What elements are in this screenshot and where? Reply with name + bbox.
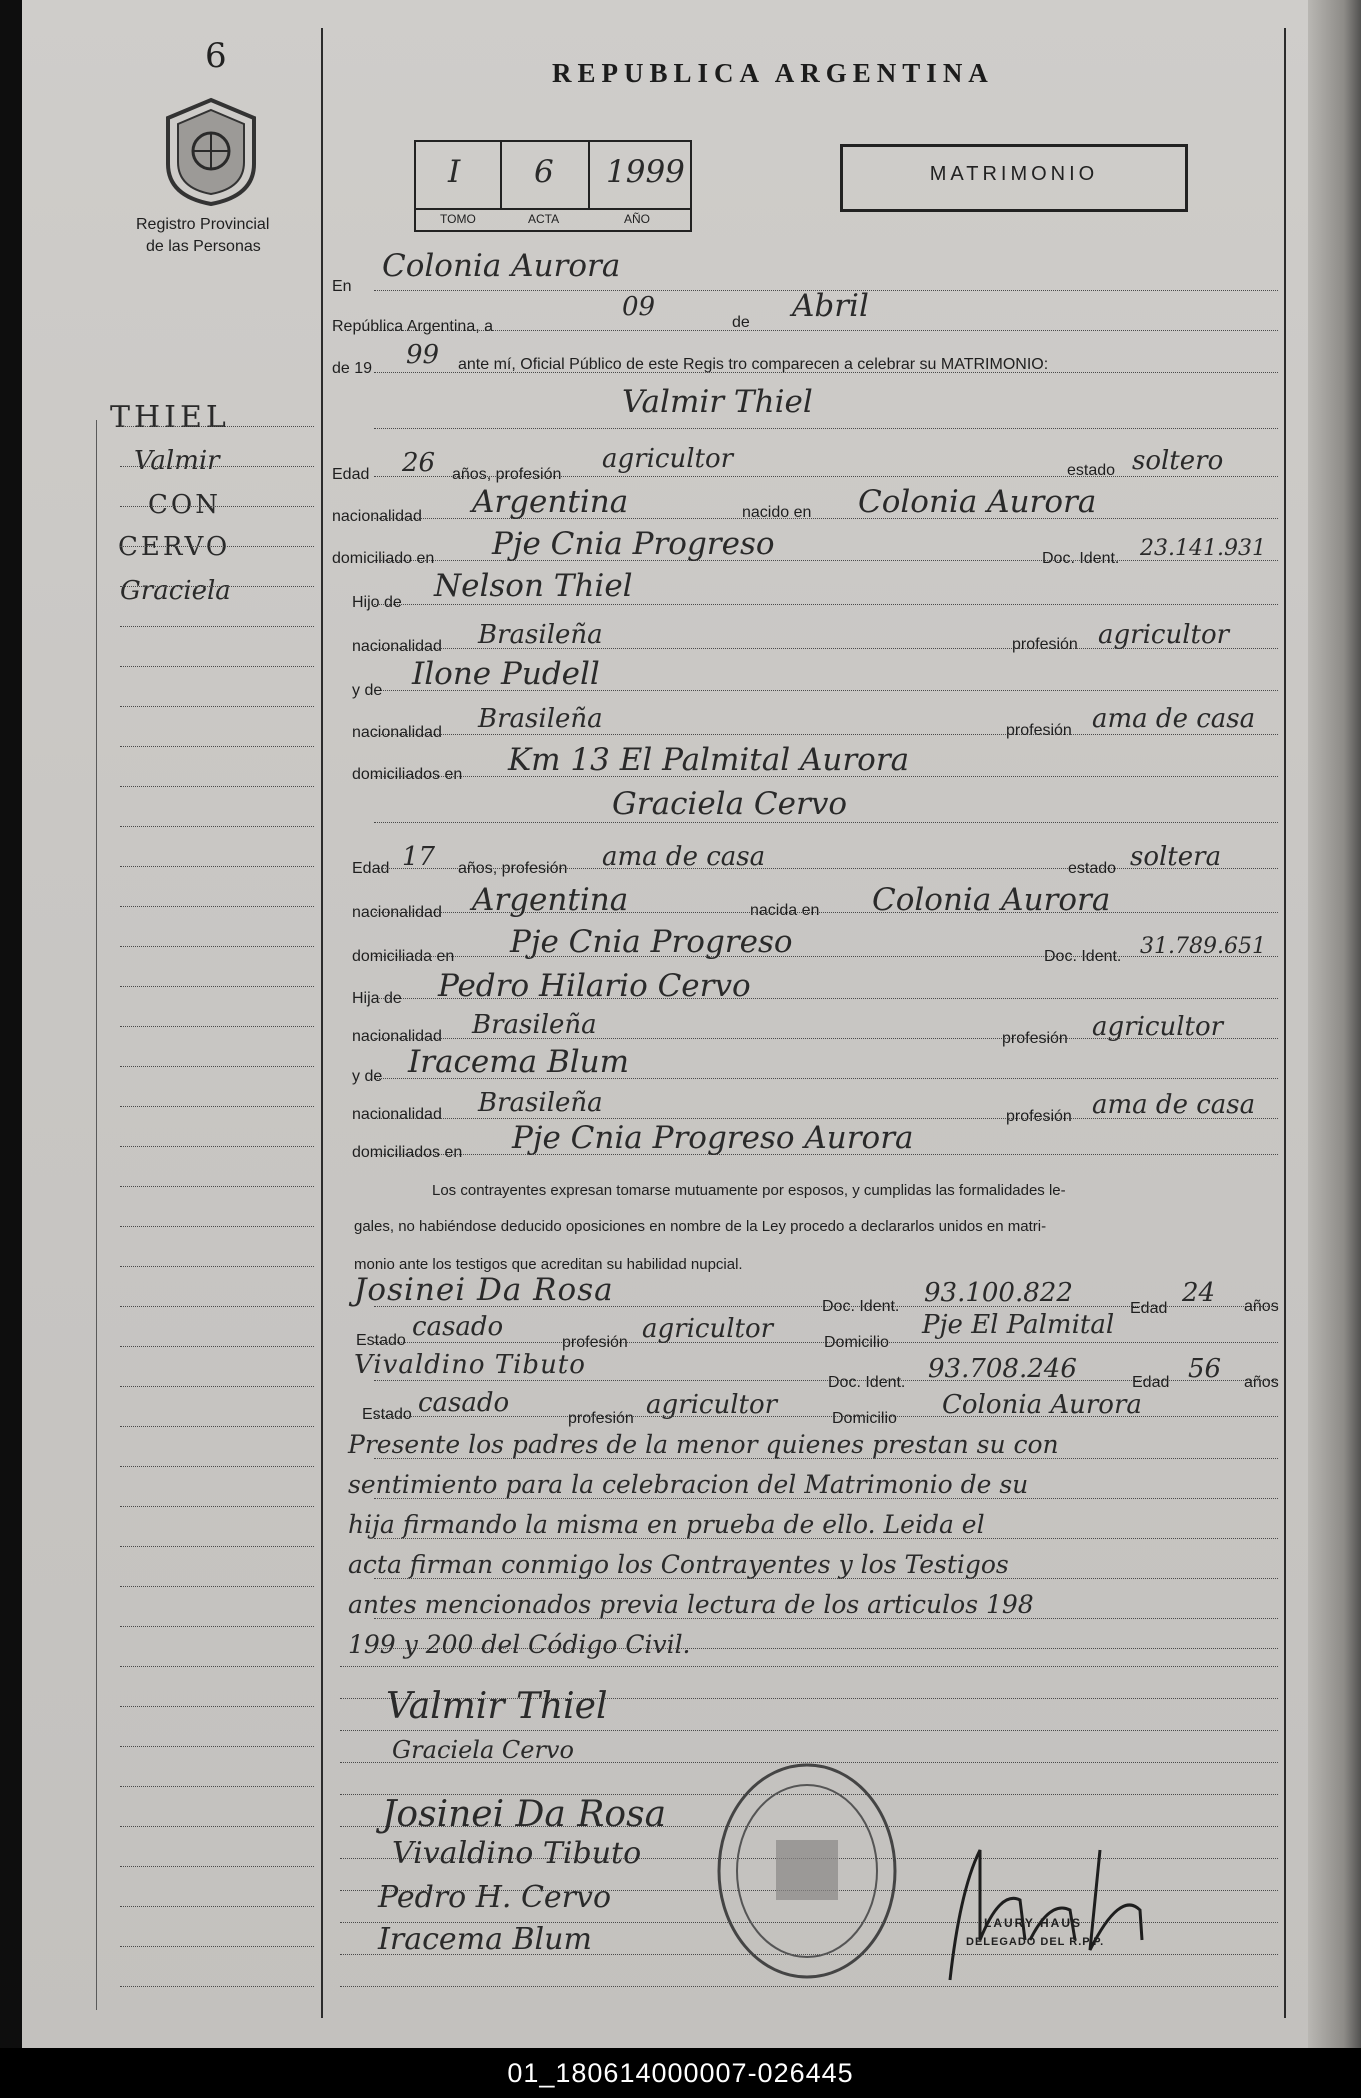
acta-value: 6 [534, 154, 554, 190]
form-line [374, 330, 1278, 331]
margin-rule [120, 1906, 314, 1907]
label: profesión [1012, 636, 1078, 653]
republica-label: República Argentina, a [332, 318, 493, 335]
form-line [374, 734, 1278, 735]
declaration-line-3: monio ante los testigos que acreditan su habilidad nupcial. [354, 1256, 743, 1273]
intro-text: ante mí, Oficial Público de este Regis tro comparecen a celebrar su MATRIMONIO: [458, 356, 1049, 373]
year-prefix: de 19 [332, 360, 373, 377]
margin-rule [120, 1706, 314, 1707]
label: profesión [1006, 1108, 1072, 1125]
label: profesión [562, 1334, 628, 1351]
registry-line-2: de las Personas [146, 238, 261, 255]
month-value: Abril [792, 288, 869, 324]
stamp-official-title: DELEGADO DEL R.P.P. [966, 1936, 1105, 1948]
witness-1-address: Pje El Palmital [922, 1310, 1115, 1340]
label: años, profesión [452, 466, 562, 483]
label: estado [1068, 860, 1117, 877]
witness-1-name: Josinei Da Rosa [354, 1272, 614, 1308]
margin-rule [120, 666, 314, 667]
margin-rule [120, 1426, 314, 1427]
margin-rule [120, 1786, 314, 1787]
bride-mother-profession: ama de casa [1092, 1090, 1256, 1120]
label: Edad [1130, 1300, 1168, 1317]
margin-rule [120, 1066, 314, 1067]
footer-id: 01_180614000007-026445 [0, 2048, 1361, 2098]
margin-rule [120, 1986, 314, 1987]
groom-age: 26 [402, 448, 436, 478]
label: nacionalidad [352, 904, 442, 921]
margin-surname-1: THIEL [110, 400, 230, 435]
margin-rule [120, 1666, 314, 1667]
form-line [374, 822, 1278, 823]
label: nacida en [750, 902, 820, 919]
witness-1-status: casado [412, 1312, 504, 1342]
official-seal-icon [712, 1756, 902, 1986]
margin-rule [120, 1586, 314, 1587]
bride-nationality: Argentina [472, 882, 629, 918]
margin-rule [120, 786, 314, 787]
margin-rule [120, 1946, 314, 1947]
form-line [374, 604, 1278, 605]
margin-rule [120, 1466, 314, 1467]
margin-rule [120, 1266, 314, 1267]
bride-parents-address: Pje Cnia Progreso Aurora [512, 1120, 914, 1156]
margin-rule [120, 626, 314, 627]
note-line-2: sentimiento para la celebracion del Matrimonio de su [348, 1470, 1029, 1499]
margin-rule [120, 706, 314, 707]
label: profesión [1006, 722, 1072, 739]
body-rule [340, 1730, 1278, 1731]
label: Doc. Ident. [1042, 550, 1120, 567]
margin-rule [120, 426, 314, 427]
margin-rule [120, 826, 314, 827]
groom-address: Pje Cnia Progreso [492, 526, 775, 562]
label: nacionalidad [352, 1028, 442, 1045]
margin-rule [120, 466, 314, 467]
bride-address: Pje Cnia Progreso [510, 924, 793, 960]
margin-rule [120, 1866, 314, 1867]
margin-rule [120, 986, 314, 987]
margin-surname-2: CERVO [118, 532, 231, 562]
province-seal-icon [162, 96, 260, 208]
document-page [22, 0, 1352, 2048]
year-suffix: 99 [406, 340, 440, 370]
label: nacido en [742, 504, 812, 521]
margin-rule [120, 1226, 314, 1227]
margin-rule [120, 1186, 314, 1187]
label: profesión [568, 1410, 634, 1427]
groom-parents-address: Km 13 El Palmital Aurora [508, 742, 910, 778]
label: nacionalidad [352, 1106, 442, 1123]
declaration-line-1: Los contrayentes expresan tomarse mutuamente por esposos, y cumplidas las formalidades le- [432, 1182, 1066, 1199]
margin-rule [120, 1146, 314, 1147]
label: Doc. Ident. [822, 1298, 900, 1315]
label: Edad [1132, 1374, 1170, 1391]
groom-doc: 23.141.931 [1140, 536, 1266, 561]
groom-father: Nelson Thiel [434, 568, 633, 604]
label: y de [352, 1068, 383, 1085]
witness-2-name: Vivaldino Tibuto [354, 1350, 586, 1380]
note-line-4: acta firman conmigo los Contrayentes y los Testigos [348, 1550, 1009, 1579]
bride-father: Pedro Hilario Cervo [438, 968, 751, 1004]
record-number-box [414, 140, 692, 232]
label: años [1244, 1298, 1279, 1315]
witness-1-profession: agricultor [642, 1314, 774, 1344]
margin-rule [120, 1826, 314, 1827]
groom-birthplace: Colonia Aurora [858, 484, 1097, 520]
tomo-value: I [448, 154, 461, 190]
label: Domicilio [832, 1410, 897, 1427]
margin-rule [120, 906, 314, 907]
margin-rule [120, 1626, 314, 1627]
record-type: MATRIMONIO [929, 163, 1099, 185]
bride-name: Graciela Cervo [612, 786, 847, 822]
witness-2-doc: 93.708.246 [928, 1354, 1077, 1384]
label: Hijo de [352, 594, 402, 611]
margin-name-2: Graciela [120, 576, 231, 606]
day-value: 09 [622, 292, 656, 322]
bride-age: 17 [402, 842, 436, 872]
label: Estado [362, 1406, 412, 1423]
bride-civil-status: soltera [1130, 842, 1222, 872]
signature-father: Pedro H. Cervo [378, 1880, 612, 1915]
anio-value: 1999 [606, 154, 685, 190]
margin-left-rule [96, 420, 97, 2010]
groom-profession: agricultor [602, 444, 734, 474]
form-line [374, 1416, 1278, 1417]
bride-father-profession: agricultor [1092, 1012, 1224, 1042]
bride-doc: 31.789.651 [1140, 934, 1266, 959]
bride-profession: ama de casa [602, 842, 766, 872]
witness-2-status: casado [418, 1388, 510, 1418]
body-rule [340, 1666, 1278, 1667]
label: y de [352, 682, 383, 699]
groom-mother-nationality: Brasileña [478, 704, 603, 734]
witness-2-address: Colonia Aurora [942, 1390, 1142, 1420]
signature-mother: Iracema Blum [378, 1922, 592, 1957]
signature-witness-2: Vivaldino Tibuto [392, 1836, 642, 1871]
signature-bride: Graciela Cervo [392, 1736, 574, 1764]
label: domiciliados en [352, 766, 463, 783]
margin-rule [120, 546, 314, 547]
groom-father-nationality: Brasileña [478, 620, 603, 650]
groom-nationality: Argentina [472, 484, 629, 520]
margin-name-1: Valmir [134, 446, 220, 476]
margin-rule [120, 1746, 314, 1747]
label: Hija de [352, 990, 402, 1007]
note-line-6: 199 y 200 del Código Civil. [348, 1630, 691, 1659]
witness-1-doc: 93.100.822 [924, 1278, 1073, 1308]
bride-father-nationality: Brasileña [472, 1010, 597, 1040]
margin-rule [120, 866, 314, 867]
stamp-official-name: LAURY HAUS [984, 1916, 1083, 1930]
country-title: REPUBLICA ARGENTINA [552, 58, 994, 88]
bride-mother: Iracema Blum [408, 1044, 630, 1080]
label: Estado [356, 1332, 406, 1349]
groom-name: Valmir Thiel [622, 384, 813, 420]
label: domiciliado en [332, 550, 435, 567]
groom-mother: Ilone Pudell [412, 656, 600, 692]
witness-1-age: 24 [1182, 1278, 1216, 1308]
label: nacionalidad [352, 638, 442, 655]
page-fold [1308, 0, 1361, 2048]
right-border [1284, 28, 1286, 2018]
margin-rule [120, 586, 314, 587]
tomo-label: TOMO [440, 212, 476, 226]
margin-rule [120, 1106, 314, 1107]
margin-divider [321, 28, 323, 2018]
margin-rule [120, 1506, 314, 1507]
registry-line-1: Registro Provincial [136, 216, 270, 233]
witness-2-profession: agricultor [646, 1390, 778, 1420]
margin-rule [120, 946, 314, 947]
acta-label: ACTA [528, 212, 560, 226]
page-number: 6 [205, 36, 227, 76]
note-line-1: Presente los padres de la menor quienes prestan su con [348, 1430, 1059, 1459]
label: nacionalidad [352, 724, 442, 741]
record-type-box [840, 144, 1188, 212]
margin-rule [120, 506, 314, 507]
de-label: de [732, 314, 750, 331]
label: años, profesión [458, 860, 568, 877]
bride-mother-nationality: Brasileña [478, 1088, 603, 1118]
margin-rule [120, 1026, 314, 1027]
note-line-5: antes mencionados previa lectura de los articulos 198 [348, 1590, 1034, 1619]
groom-civil-status: soltero [1132, 446, 1224, 476]
witness-2-age: 56 [1188, 1354, 1222, 1384]
groom-father-profession: agricultor [1098, 620, 1230, 650]
label: Edad [352, 860, 390, 877]
label: domiciliada en [352, 948, 455, 965]
official-signature-icon [930, 1830, 1190, 1990]
label: profesión [1002, 1030, 1068, 1047]
signature-witness-1: Josinei Da Rosa [382, 1794, 667, 1835]
margin-rule [120, 1306, 314, 1307]
groom-mother-profession: ama de casa [1092, 704, 1256, 734]
margin-rule [120, 746, 314, 747]
label: domiciliados en [352, 1144, 463, 1161]
label: Doc. Ident. [1044, 948, 1122, 965]
label: nacionalidad [332, 508, 422, 525]
signature-groom: Valmir Thiel [386, 1686, 608, 1727]
label: años [1244, 1374, 1279, 1391]
label: Domicilio [824, 1334, 889, 1351]
place-value: Colonia Aurora [382, 248, 621, 284]
margin-rule [120, 1386, 314, 1387]
margin-con: CON [148, 490, 221, 520]
anio-label: AÑO [624, 212, 651, 226]
note-line-3: hija firmando la misma en prueba de ello. Leida el [348, 1510, 985, 1539]
label: Doc. Ident. [828, 1374, 906, 1391]
margin-rule [120, 1346, 314, 1347]
bride-birthplace: Colonia Aurora [872, 882, 1111, 918]
margin-rule [120, 1546, 314, 1547]
en-label: En [332, 278, 352, 295]
declaration-line-2: gales, no habiéndose deducido oposiciones en nombre de la Ley procedo a declararlos unidos en matri- [354, 1218, 1047, 1235]
label: Edad [332, 466, 370, 483]
form-line [374, 428, 1278, 429]
label: estado [1067, 462, 1116, 479]
